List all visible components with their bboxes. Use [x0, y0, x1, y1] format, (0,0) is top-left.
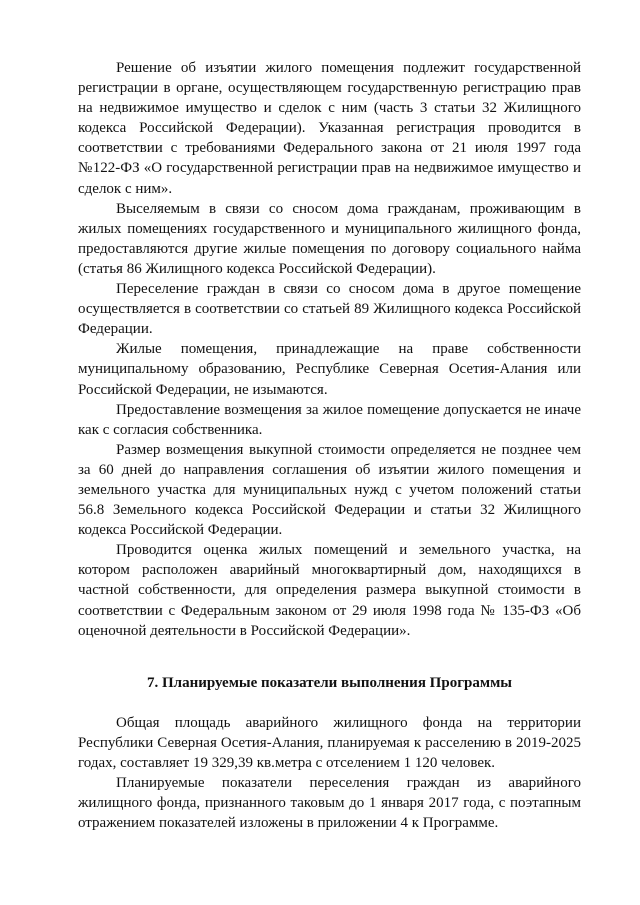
document-body — [78, 58, 581, 833]
paragraph-planned-indicators: Планируемые показатели переселения граждан из аварийного жилищного фонда, признанного таковым до 1 января 2017 года, с поэтапным отражением показателей изложены в приложении 4 к Программе. — [78, 775, 581, 832]
paragraph-resettlement: Переселение граждан в связи со сносом дома в другое помещение осуществляется в соответствии со статьей 89 Жилищного кодекса Российской Федерации. — [78, 281, 581, 338]
paragraph-compensation-size: Размер возмещения выкупной стоимости определяется не позднее чем за 60 дней до направления соглашения об изъятии жилого помещения и земельного участка для муниципальных нужд с учетом положений статьи 56.8 Земельного кодекса Российской Федерации и статьи 32 Жилищного кодекса Российской Федерации. — [78, 441, 581, 539]
paragraph-owner-consent: Предоставление возмещения за жилое помещение допускается не иначе как с согласия собственника. — [78, 401, 581, 438]
section-heading: 7. Планируемые показатели выполнения Программы — [146, 674, 512, 691]
paragraph-municipal-property: Жилые помещения, принадлежащие на праве собственности муниципальному образованию, Республике Северная Осетия-Алания или Российской Федерации, не изымаются. — [78, 341, 581, 398]
paragraph-eviction: Выселяемым в связи со сносом дома гражданам, проживающим в жилых помещениях государственного и муниципального жилищного фонда, предоставляются другие жилые помещения по договору социального найма (статья 86 Жилищного кодекса Российской Федерации). — [78, 200, 581, 277]
paragraph-registration: Решение об изъятии жилого помещения подлежит государственной регистрации в органе, осуществляющем государственную регистрацию прав на недвижимое имущество и сделок с ним (часть 3 статьи 32 Жилищного кодекса Российской Федерации). Указанная регистрация проводится в соответствии с требованиями Федерального закона от 21 июля 1997 года №122-ФЗ «О государственной регистрации прав на недвижимое имущество и сделок с ним». — [78, 60, 581, 197]
paragraph-total-area: Общая площадь аварийного жилищного фонда на территории Республики Северная Осетия-Алания, планируемая к расселению в 2019-2025 годах, составляет 19 329,39 кв.метра с отселением 1 120 человек. — [78, 714, 581, 771]
paragraph-valuation: Проводится оценка жилых помещений и земельного участка, на котором расположен аварийный многоквартирный дом, находящихся в частной собственности, для определения размера выкупной стоимости в соответствии с Федеральным законом от 29 июля 1998 года № 135-ФЗ «Об оценочной деятельности в Российской Федерации». — [78, 542, 581, 639]
